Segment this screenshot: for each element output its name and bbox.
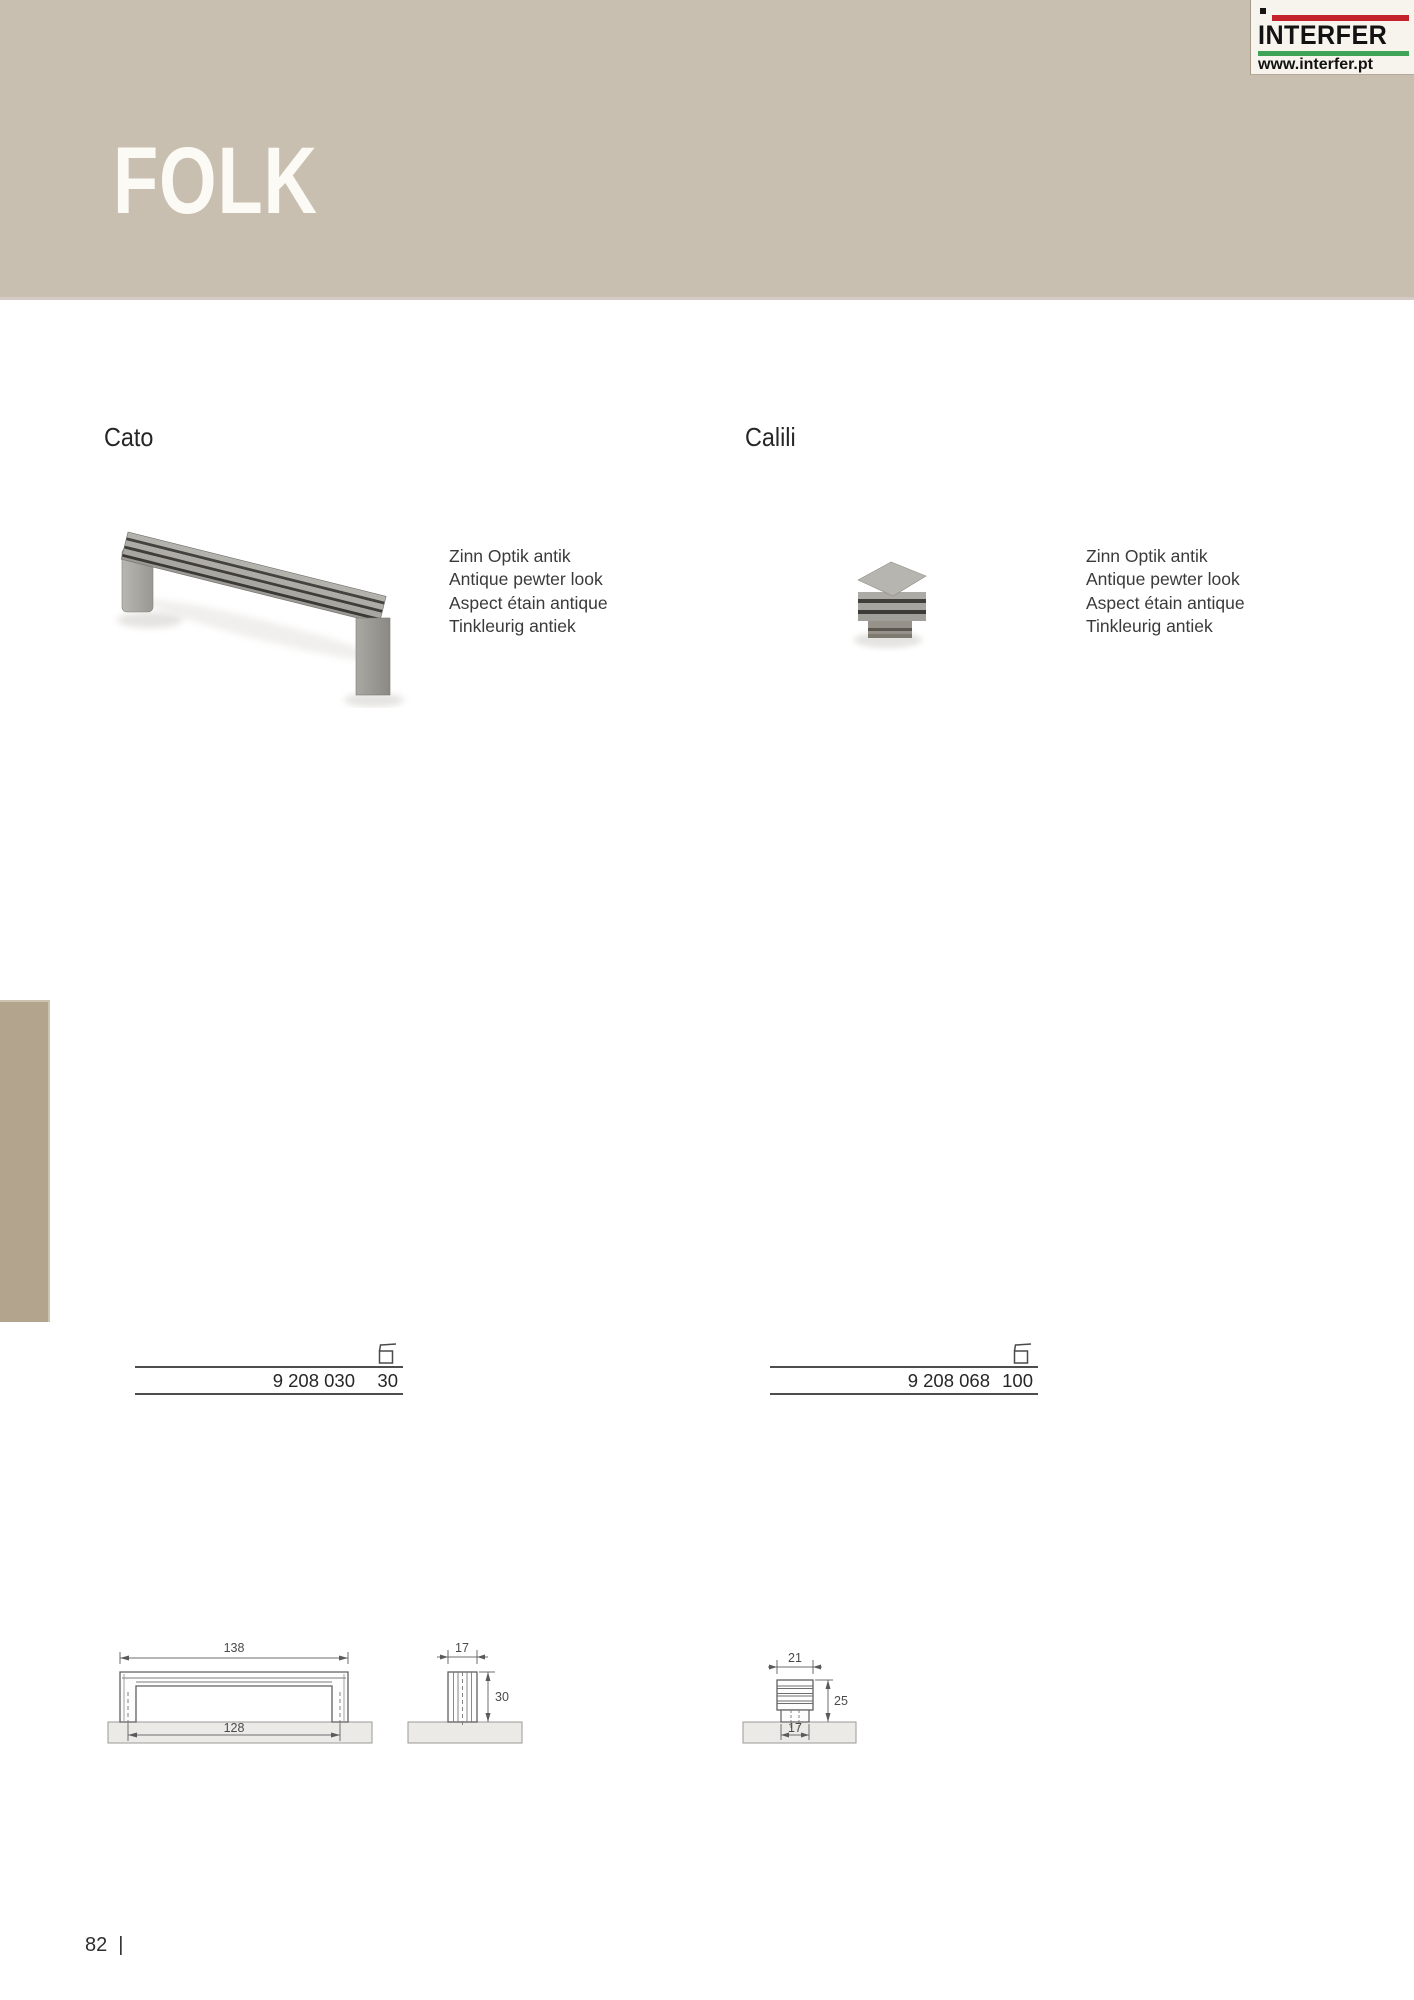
open-carton-icon	[1010, 1342, 1032, 1366]
packaging-quantity: 100	[1002, 1369, 1033, 1391]
packaging-quantity: 30	[377, 1369, 398, 1391]
dim-top-width: 21	[788, 1651, 802, 1665]
product-name-calili: Calili	[745, 422, 796, 452]
part-number: 9 208 068	[907, 1369, 990, 1391]
header-band	[0, 0, 1414, 300]
page-title: FOLK	[113, 128, 318, 234]
handle-right-leg	[356, 618, 390, 695]
finish-line: Aspect étain antique	[449, 592, 608, 613]
finish-line: Aspect étain antique	[1086, 592, 1245, 613]
brand-logo[interactable]	[1250, 0, 1414, 75]
cato-front-drawing	[100, 1634, 380, 1748]
cato-side-drawing	[400, 1634, 530, 1748]
table-rule	[135, 1393, 403, 1395]
product-name-cato: Cato	[104, 422, 154, 452]
finish-line: Zinn Optik antik	[449, 546, 571, 566]
calili-drawing	[735, 1634, 865, 1748]
finish-description-cato	[449, 545, 608, 639]
table-rule	[770, 1393, 1038, 1395]
cato-product-photo	[112, 518, 412, 708]
finish-line: Antique pewter look	[449, 569, 603, 590]
brand-name: INTERFER	[1258, 20, 1388, 50]
dim-base-width: 17	[788, 1721, 802, 1735]
finish-line: Tinkleurig antiek	[1086, 616, 1213, 637]
knob-stacked-plates	[858, 592, 926, 638]
logo-dot-icon	[1260, 8, 1266, 14]
finish-description-calili	[1086, 545, 1245, 639]
open-carton-icon	[375, 1342, 397, 1366]
section-index-tab[interactable]	[0, 1000, 50, 1322]
dim-hole-distance: 128	[223, 1721, 245, 1735]
finish-line: Antique pewter look	[1086, 569, 1240, 590]
calili-product-photo	[846, 548, 938, 652]
packaging-unit-header	[770, 1338, 1038, 1366]
table-row[interactable]	[135, 1368, 403, 1393]
dim-depth: 17	[455, 1641, 469, 1655]
order-table-cato	[135, 1338, 403, 1395]
order-table-calili	[770, 1338, 1038, 1395]
dim-height: 30	[495, 1690, 509, 1704]
page-footer	[85, 1934, 123, 1957]
table-row[interactable]	[770, 1368, 1038, 1393]
knob-top-face	[858, 562, 926, 596]
brand-website[interactable]: www.interfer.pt	[1258, 56, 1373, 73]
dim-overall-width: 138	[223, 1641, 245, 1655]
packaging-unit-header	[135, 1338, 403, 1366]
mounting-surface	[408, 1722, 522, 1743]
handle-outline	[120, 1672, 348, 1722]
finish-line: Zinn Optik antik	[1086, 546, 1208, 566]
page-number-divider: |	[118, 1934, 124, 1956]
page-number: 82	[85, 1934, 108, 1956]
part-number: 9 208 030	[272, 1369, 355, 1391]
dim-height: 25	[834, 1694, 848, 1708]
knob-outline	[777, 1680, 813, 1710]
finish-line: Tinkleurig antiek	[449, 616, 576, 637]
